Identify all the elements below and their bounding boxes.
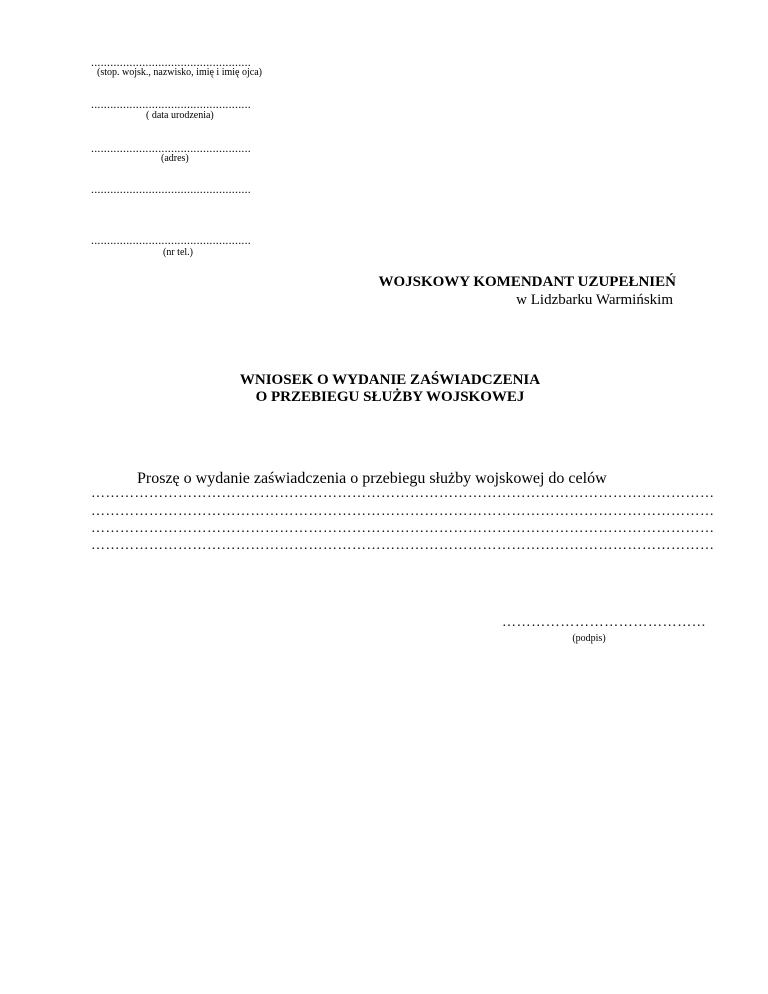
document-title-line-1: WNIOSEK O WYDANIE ZAŚWIADCZENIA: [239, 372, 541, 388]
phone-field-line: ..................................................: [91, 233, 251, 247]
signature-caption: (podpis): [572, 633, 606, 644]
birth-date-field-caption: ( data urodzenia): [146, 110, 214, 121]
name-field-caption: (stop. wojsk., nazwisko, imię i imię ojca): [97, 67, 262, 78]
addressee-title: WOJSKOWY KOMENDANT UZUPEŁNIEŃ: [378, 274, 676, 290]
purpose-line: …………………………………………………………………………………………………………………: [91, 504, 715, 519]
address-field-caption: (adres): [161, 153, 189, 164]
purpose-line: …………………………………………………………………………………………………………………: [91, 538, 715, 553]
signature-line: ……………………………………: [502, 615, 707, 630]
document-title-line-2: O PRZEBIEGU SŁUŻBY WOJSKOWEJ: [255, 389, 525, 405]
birth-date-field-line: ..................................................: [91, 97, 251, 111]
request-text: Proszę o wydanie zaświadczenia o przebiegu służby wojskowej do celów: [137, 470, 607, 487]
name-field-line: ..................................................: [91, 55, 251, 69]
purpose-line: …………………………………………………………………………………………………………………: [91, 486, 715, 501]
addressee-place: w Lidzbarku Warmińskim: [516, 292, 673, 308]
phone-field-caption: (nr tel.): [163, 247, 193, 258]
address-field-line: ..................................................: [91, 141, 251, 155]
address-field-line-2: ..................................................: [91, 182, 251, 196]
purpose-line: …………………………………………………………………………………………………………………: [91, 521, 715, 536]
